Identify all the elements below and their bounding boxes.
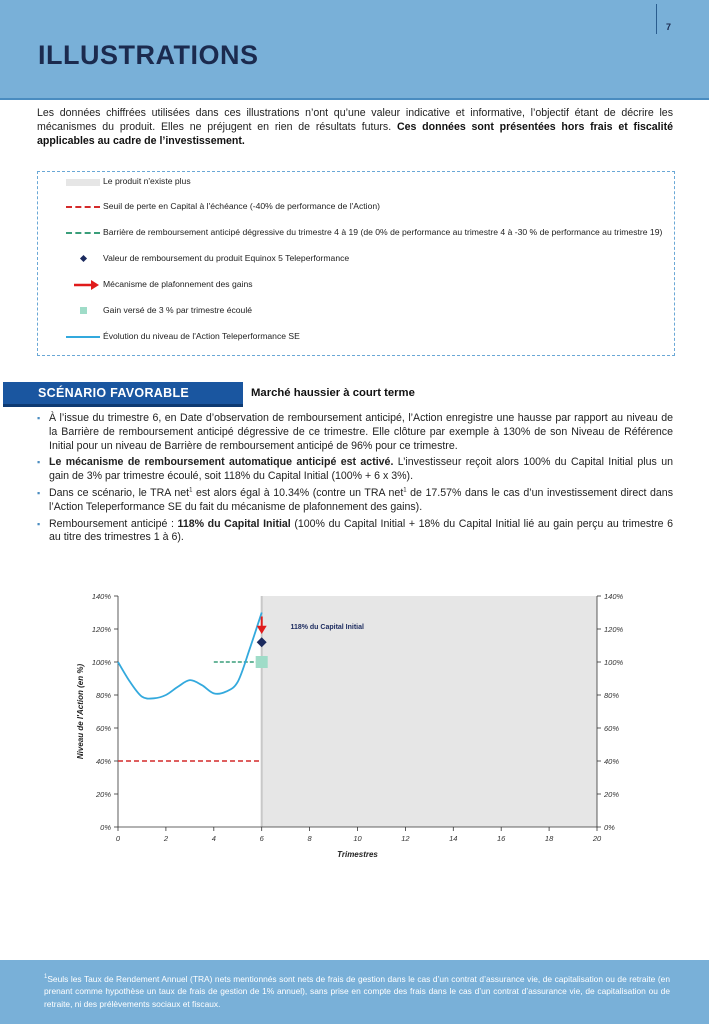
legend-label: Évolution du niveau de l'Action Teleperformance SE [103, 331, 300, 341]
legend-label: Le produit n'existe plus [103, 176, 191, 186]
legend-label: Valeur de remboursement du produit Equinox 5 Teleperformance [103, 253, 350, 263]
x-tick-label: 20 [592, 834, 602, 843]
bullet-text: est alors égal à 10.34% (contre un TRA net [192, 486, 404, 499]
footnote-marker: 1 [44, 974, 48, 981]
intro-bold-text: Ces données sont présentées hors frais et fiscalité applicables au cadre de l’investissement. [37, 121, 673, 147]
footnote-text: Seuls les Taux de Rendement Annuel (TRA) nets mentionnés sont nets de frais de gestion dans le cas d’un contrat d’assurance vie, de capitalisation ou de retraite (en prenant comme hypothèse un taux de frais de gestion de 1% annuel), sans prise en compte des frais dans le cas d’un contrat d’assurance vie, de capitalisation ou de retraite, ni des prélèvements sociaux et fiscaux. [44, 974, 670, 1009]
diamond-icon [66, 254, 100, 264]
bullet-item [37, 518, 673, 546]
bullet-text: Dans ce scénario, le TRA net [49, 486, 190, 499]
y-tick-label-right: 80% [604, 691, 620, 700]
bullet-item [37, 456, 673, 484]
x-axis-label: Trimestres [337, 850, 378, 859]
red-dashed-line-swatch [66, 206, 100, 208]
page-number: 7 [666, 22, 672, 32]
y-tick-label-left: 20% [95, 790, 111, 799]
stock-evolution-line [118, 613, 262, 699]
redemption-annotation: 118% du Capital Initial [290, 624, 364, 631]
y-tick-label-left: 120% [91, 625, 111, 634]
legend-label: Barrière de remboursement anticipé dégressive du trimestre 4 à 19 (de 0% de performance au trimestre 4 à -30 % de performance au trimestre 19) [103, 227, 663, 237]
footnote-footer [0, 960, 709, 1024]
grey-area-swatch [66, 179, 100, 186]
y-tick-label-right: 140% [604, 592, 624, 601]
bullet-text: (100% du Capital Initial + 18% du Capital Initial lié au gain perçu au trimestre 6 au titre des trimestres 1 à 6). [49, 517, 674, 544]
green-dashed-line-swatch [66, 232, 100, 234]
scenario-chart [70, 585, 650, 860]
scenario-bullets [37, 412, 673, 548]
x-tick-label: 4 [211, 834, 216, 843]
x-tick-label: 2 [163, 834, 168, 843]
bullet-bold-text: 118% du Capital Initial [177, 517, 291, 530]
intro-text: Les données chiffrées utilisées dans ces illustrations n’ont qu’une valeur indicative et informative, l’objectif étant de décrire les mécanismes du produit. Elles ne préjugent en rien de résultats futurs. [37, 107, 673, 133]
page-number-divider [656, 4, 657, 34]
legend-box [37, 171, 675, 356]
x-tick-label: 14 [449, 834, 458, 843]
bullet-item [37, 487, 673, 515]
y-tick-label-right: 60% [604, 724, 620, 733]
x-tick-label: 12 [401, 834, 410, 843]
bullet-item [37, 412, 673, 453]
page-header [0, 0, 709, 100]
footnote-ref: 1 [189, 487, 193, 494]
y-tick-label-right: 20% [604, 790, 620, 799]
y-tick-label-right: 40% [604, 757, 620, 766]
blue-line-swatch [66, 336, 100, 338]
y-axis-label: Niveau de l'Action (en %) [76, 663, 85, 760]
x-tick-label: 6 [259, 834, 264, 843]
scenario-title: SCÉNARIO FAVORABLE [38, 386, 190, 400]
y-tick-label-right: 0% [604, 823, 615, 832]
legend-label: Gain versé de 3 % par trimestre écoulé [103, 305, 253, 315]
legend-label: Mécanisme de plafonnement des gains [103, 279, 253, 289]
scenario-banner [3, 382, 243, 407]
x-tick-label: 0 [115, 834, 121, 843]
bullet-text: de 17.57% dans le cas d’un investissement direct dans l’Action Teleperformance SE du fait du mécanisme de plafonnement des gains). [49, 486, 673, 513]
bullet-bold-text: Le mécanisme de remboursement automatique anticipé est activé. [49, 456, 394, 469]
scenario-subtitle: Marché haussier à court terme [251, 387, 415, 399]
y-tick-label-left: 40% [95, 757, 111, 766]
page-title: ILLUSTRATIONS [38, 40, 259, 70]
footnote [44, 973, 670, 1010]
y-tick-label-right: 100% [604, 658, 624, 667]
y-tick-label-left: 80% [95, 691, 111, 700]
y-tick-label-left: 0% [100, 823, 111, 832]
bullet-text: Remboursement anticipé : [49, 517, 178, 530]
chart-svg [70, 585, 650, 860]
x-tick-label: 10 [353, 834, 362, 843]
x-tick-label: 18 [544, 834, 554, 843]
bullet-text: L’investisseur reçoit alors 100% du Capital Initial plus un gain de 3% par trimestre écoulé, soit 118% du Capital Initial (100% + 6 x 3%). [49, 456, 673, 483]
red-arrow-icon [66, 279, 100, 291]
x-tick-label: 8 [307, 834, 312, 843]
y-tick-label-left: 60% [95, 724, 111, 733]
y-tick-label-left: 140% [91, 592, 111, 601]
y-tick-label-right: 120% [604, 625, 624, 634]
teal-square-icon [66, 306, 100, 316]
intro-paragraph [37, 106, 673, 148]
bullet-text: À l’issue du trimestre 6, en Date d’observation de remboursement anticipé, l’Action enregistre une hausse par rapport au niveau de la Barrière de remboursement anticipé dégressive de ce trimestre. Elle clôture par exemple à 130% de son Niveau de Référence Initial pour un niveau de Barrière de remboursement anticipé de 96% pour ce trimestre. [49, 412, 673, 452]
legend-label: Seuil de perte en Capital à l'échéance (-40% de performance de l'Action) [103, 201, 381, 211]
footnote-ref: 1 [403, 487, 407, 494]
x-tick-label: 16 [497, 834, 506, 843]
y-tick-label-left: 100% [91, 658, 111, 667]
gain-marker [256, 656, 268, 668]
